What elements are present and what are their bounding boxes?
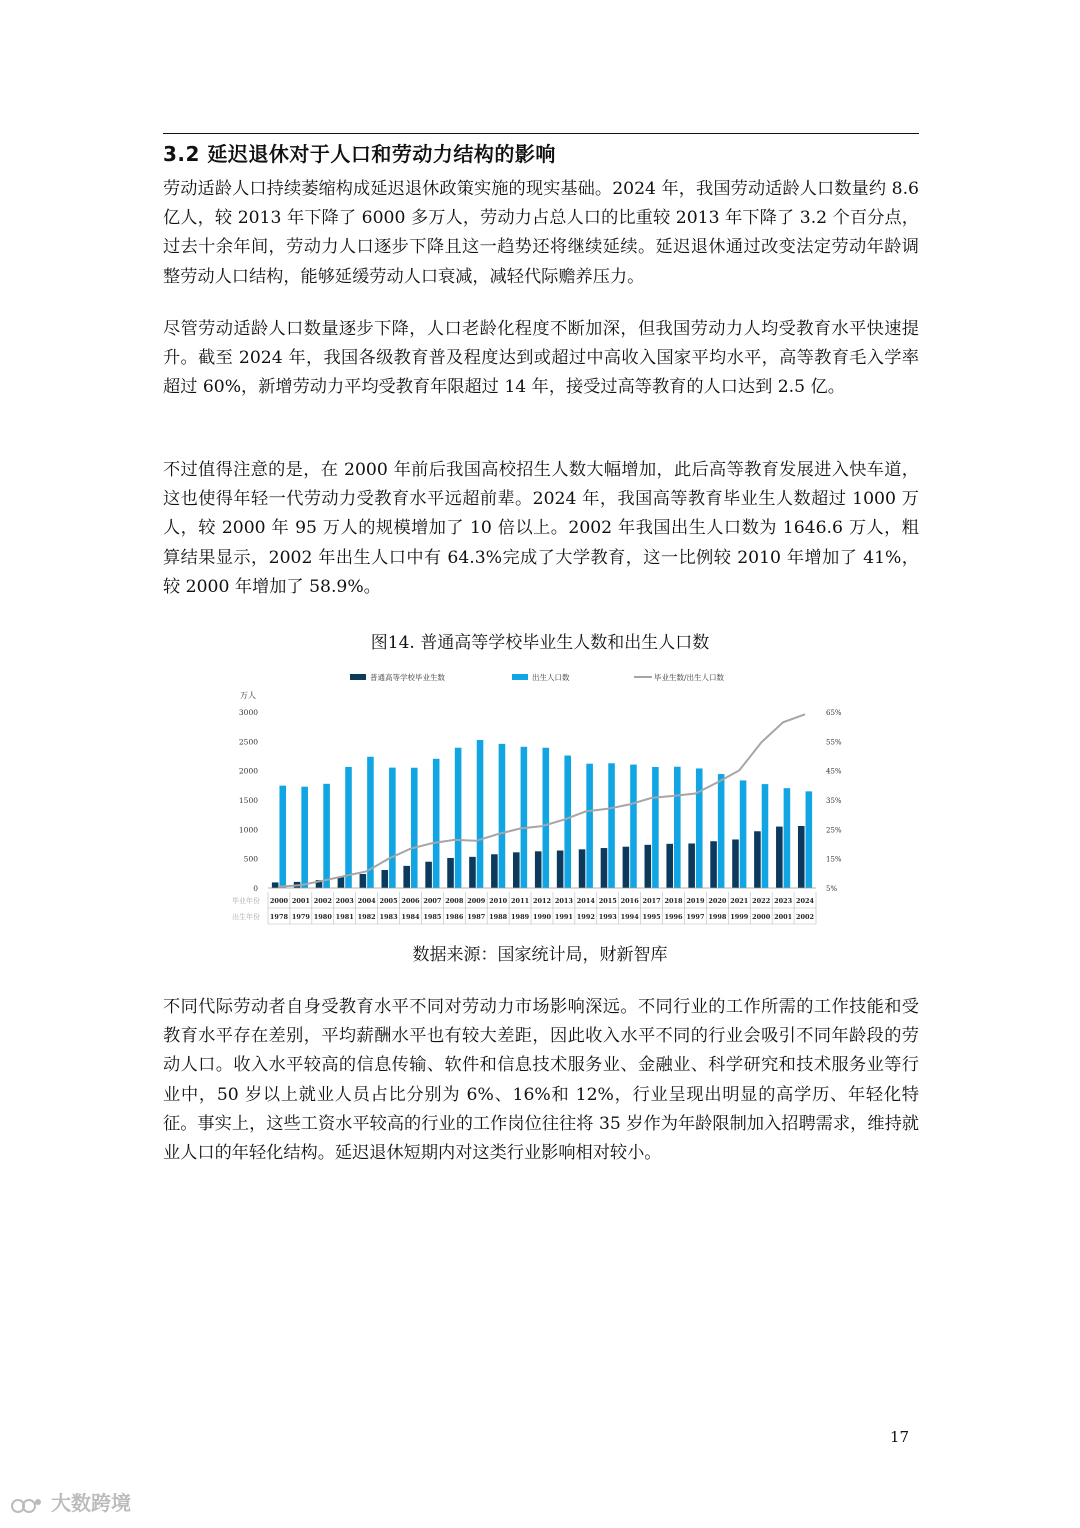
x-tick-graduation-year: 2012 xyxy=(532,897,552,905)
births-bar-2005 xyxy=(389,768,396,888)
paragraph-2: 尽管劳动适龄人口数量逐步下降，人口老龄化程度不断加深，但我国劳动力人均受教育水平快速提升。截至 2024 年，我国各级教育普及程度达到或超过中高收入国家平均水平，高等教育毛入学率超过 60%，新增劳动力平均受教育年限超过 14 年，接受过高等教育的人口达到 2.5 亿。 xyxy=(163,319,919,398)
left-tick-label: 0 xyxy=(253,884,258,893)
ratio-line xyxy=(279,714,805,887)
graduates-bar-2020 xyxy=(710,841,717,888)
row-label-graduation: 毕业年份 xyxy=(232,897,260,905)
births-bar-2017 xyxy=(652,767,659,888)
births-bar-2008 xyxy=(455,748,462,888)
births-bar-2014 xyxy=(586,764,593,888)
x-tick-birth-year: 1995 xyxy=(642,913,661,921)
x-tick-graduation-year: 2013 xyxy=(554,897,573,905)
births-bar-2003 xyxy=(345,767,352,888)
row-label-birth: 出生年份 xyxy=(232,913,260,921)
x-tick-graduation-year: 2002 xyxy=(313,897,332,905)
x-tick-birth-year: 1987 xyxy=(467,913,486,921)
births-bar-2019 xyxy=(696,768,703,888)
x-tick-graduation-year: 2017 xyxy=(642,897,661,905)
x-tick-birth-year: 1981 xyxy=(335,913,354,921)
graduates-bar-2012 xyxy=(535,851,542,888)
births-bar-2001 xyxy=(301,787,308,888)
x-tick-graduation-year: 2020 xyxy=(708,897,727,905)
graduates-bar-2013 xyxy=(557,851,564,888)
paragraph-3: 不过值得注意的是，在 2000 年前后我国高校招生人数大幅增加，此后高等教育发展进入快车道，这也使得年轻一代劳动力受教育水平远超前辈。2024 年，我国高等教育毕业生人数超过 1000 万人，较 2000 年 95 万人的规模增加了 10 倍以上。2002 年我国出生人口数为 1646.6 万人，粗算结果显示，2002 年出生人口中有 64.3%完成了大学教育，这一比例较 2010 年增加了 41%，较 2000 年增加了 58.9%。 xyxy=(163,460,919,597)
section-heading: 3.2 延迟退休对于人口和劳动力结构的影响 xyxy=(163,142,556,166)
x-tick-graduation-year: 2007 xyxy=(423,897,442,905)
graduates-bar-2010 xyxy=(491,854,498,888)
x-tick-birth-year: 1998 xyxy=(708,913,727,921)
watermark-text: 大数跨境 xyxy=(50,1491,131,1515)
graduates-bar-2000 xyxy=(272,882,279,888)
x-tick-birth-year: 1984 xyxy=(401,913,420,921)
births-bar-2015 xyxy=(608,763,615,888)
watermark xyxy=(10,1487,131,1516)
births-bar-2020 xyxy=(718,774,725,888)
graduates-bar-2004 xyxy=(360,874,367,888)
left-tick-label: 500 xyxy=(243,854,258,864)
x-tick-graduation-year: 2001 xyxy=(291,897,310,905)
x-tick-graduation-year: 2005 xyxy=(379,897,398,905)
x-tick-birth-year: 1997 xyxy=(686,913,705,921)
x-tick-birth-year: 1993 xyxy=(598,913,617,921)
births-bar-2009 xyxy=(477,740,484,888)
births-bar-2022 xyxy=(762,784,769,888)
right-tick-label: 45% xyxy=(826,767,842,776)
graduates-bar-2024 xyxy=(798,826,805,888)
legend-label-3: 毕业生数/出生人口数 xyxy=(654,673,725,682)
x-tick-graduation-year: 2006 xyxy=(401,897,420,905)
x-tick-graduation-year: 2023 xyxy=(774,897,793,905)
legend-label-1: 普通高等学校毕业生数 xyxy=(370,673,445,682)
graduates-bar-2018 xyxy=(666,844,673,888)
x-tick-graduation-year: 2003 xyxy=(335,897,354,905)
x-tick-graduation-year: 2022 xyxy=(752,897,771,905)
left-tick-label: 1500 xyxy=(238,796,258,805)
graduates-bar-2009 xyxy=(469,857,476,888)
births-bar-2007 xyxy=(433,759,440,888)
x-tick-birth-year: 1992 xyxy=(576,913,595,921)
x-tick-birth-year: 2001 xyxy=(774,913,793,921)
left-tick-label: 3000 xyxy=(238,708,258,717)
right-tick-label: 35% xyxy=(826,797,842,805)
x-tick-birth-year: 1996 xyxy=(664,913,683,921)
x-tick-graduation-year: 2000 xyxy=(269,897,289,905)
graduates-bar-2021 xyxy=(732,839,739,888)
bar-line-chart xyxy=(222,662,842,932)
left-tick-label: 2000 xyxy=(238,766,258,776)
births-bar-2010 xyxy=(499,744,506,888)
legend-label-2: 出生人口数 xyxy=(532,673,570,682)
x-tick-birth-year: 1983 xyxy=(379,913,398,921)
x-tick-birth-year: 1988 xyxy=(489,913,508,921)
graduates-bar-2003 xyxy=(338,877,345,888)
x-tick-graduation-year: 2024 xyxy=(795,897,815,905)
x-tick-graduation-year: 2014 xyxy=(576,897,595,905)
x-tick-birth-year: 1982 xyxy=(357,913,376,921)
page-number: 17 xyxy=(890,1428,910,1446)
x-tick-birth-year: 1994 xyxy=(620,913,639,921)
x-tick-birth-year: 1990 xyxy=(532,913,552,921)
x-tick-birth-year: 2000 xyxy=(752,913,771,921)
graduates-bar-2014 xyxy=(579,849,586,888)
right-tick-label: 25% xyxy=(826,826,842,835)
x-tick-graduation-year: 2004 xyxy=(357,897,376,905)
x-tick-birth-year: 2002 xyxy=(795,913,815,921)
x-tick-graduation-year: 2018 xyxy=(664,897,683,905)
x-tick-birth-year: 1991 xyxy=(554,913,573,921)
paragraph-4: 不同代际劳动者自身受教育水平不同对劳动力市场影响深远。不同行业的工作所需的工作技能和受教育水平存在差别，平均薪酬水平也有较大差距，因此收入水平不同的行业会吸引不同年龄段的劳动人口。收入水平较高的信息传输、软件和信息技术服务业、金融业、科学研究和技术服务业等行业中，50 岁以上就业人员占比分别为 6%、16%和 12%，行业呈现出明显的高学历、年轻化特征。事实上，这些工资水平较高的行业的工作岗位往往将 35 岁作为年龄限制加入招聘需求，维持就业人口的年轻化结构。延迟退休短期内对这类行业影响相对较小。 xyxy=(163,997,919,1164)
births-bar-2011 xyxy=(521,747,528,888)
left-tick-label: 1000 xyxy=(238,825,258,835)
right-tick-label: 15% xyxy=(826,855,842,864)
paragraph-1: 劳动适龄人口持续萎缩构成延迟退休政策实施的现实基础。2024 年，我国劳动适龄人口数量约 8.6 亿人，较 2013 年下降了 6000 多万人，劳动力占总人口的比重较 2013 年下降了 3.2 个百分点，过去十余年间，劳动力人口逐步下降且这一趋势还将继续延续。延迟退休通过改变法定劳动年龄调整劳动人口结构，能够延缓劳动人口衰减，减轻代际赡养压力。 xyxy=(163,179,919,287)
figure-source: 数据来源：国家统计局，财新智库 xyxy=(412,945,668,965)
births-bar-2013 xyxy=(564,756,571,888)
x-tick-birth-year: 1980 xyxy=(313,913,332,921)
right-tick-label: 5% xyxy=(826,885,838,893)
x-tick-birth-year: 1999 xyxy=(730,913,749,921)
births-bar-2021 xyxy=(740,780,747,888)
births-bar-2002 xyxy=(323,784,330,888)
x-tick-birth-year: 1979 xyxy=(291,913,310,921)
x-tick-graduation-year: 2016 xyxy=(620,897,639,905)
x-tick-graduation-year: 2009 xyxy=(467,897,486,905)
x-tick-birth-year: 1989 xyxy=(511,913,530,921)
x-tick-birth-year: 1985 xyxy=(423,913,442,921)
right-tick-label: 65% xyxy=(826,709,842,717)
graduates-bar-2005 xyxy=(381,870,388,888)
graduates-bar-2022 xyxy=(754,831,761,888)
graduates-bar-2015 xyxy=(601,848,608,888)
figure-title: 图14. 普通高等学校毕业生人数和出生人口数 xyxy=(370,633,710,653)
births-bar-2006 xyxy=(411,768,418,888)
legend-swatch-1 xyxy=(350,674,366,680)
graduates-bar-2006 xyxy=(403,866,410,888)
x-tick-graduation-year: 2011 xyxy=(511,897,530,905)
section-top-rule xyxy=(163,133,919,134)
graduates-bar-2023 xyxy=(776,827,783,888)
births-bar-2018 xyxy=(674,767,681,888)
graduates-bar-2008 xyxy=(447,858,454,888)
watermark-logo-icon xyxy=(10,1495,44,1515)
right-tick-label: 55% xyxy=(826,738,842,747)
births-bar-2016 xyxy=(630,765,637,888)
x-tick-graduation-year: 2021 xyxy=(730,897,749,905)
x-tick-birth-year: 1978 xyxy=(269,913,289,921)
x-tick-graduation-year: 2008 xyxy=(445,897,464,905)
births-bar-2024 xyxy=(806,791,813,888)
graduates-bar-2016 xyxy=(623,847,630,888)
graduates-bar-2019 xyxy=(688,843,695,888)
left-tick-label: 2500 xyxy=(238,737,258,747)
x-tick-graduation-year: 2015 xyxy=(598,897,617,905)
left-axis-unit: 万人 xyxy=(240,691,256,700)
graduates-bar-2007 xyxy=(425,862,432,888)
graduates-bar-2017 xyxy=(645,845,652,888)
births-bar-2000 xyxy=(279,786,286,888)
legend-swatch-2 xyxy=(512,674,528,680)
births-bar-2023 xyxy=(784,788,791,888)
x-tick-birth-year: 1986 xyxy=(445,913,464,921)
graduates-bar-2011 xyxy=(513,852,520,888)
births-bar-2012 xyxy=(543,748,550,888)
x-tick-graduation-year: 2010 xyxy=(489,897,508,905)
x-tick-graduation-year: 2019 xyxy=(686,897,705,905)
